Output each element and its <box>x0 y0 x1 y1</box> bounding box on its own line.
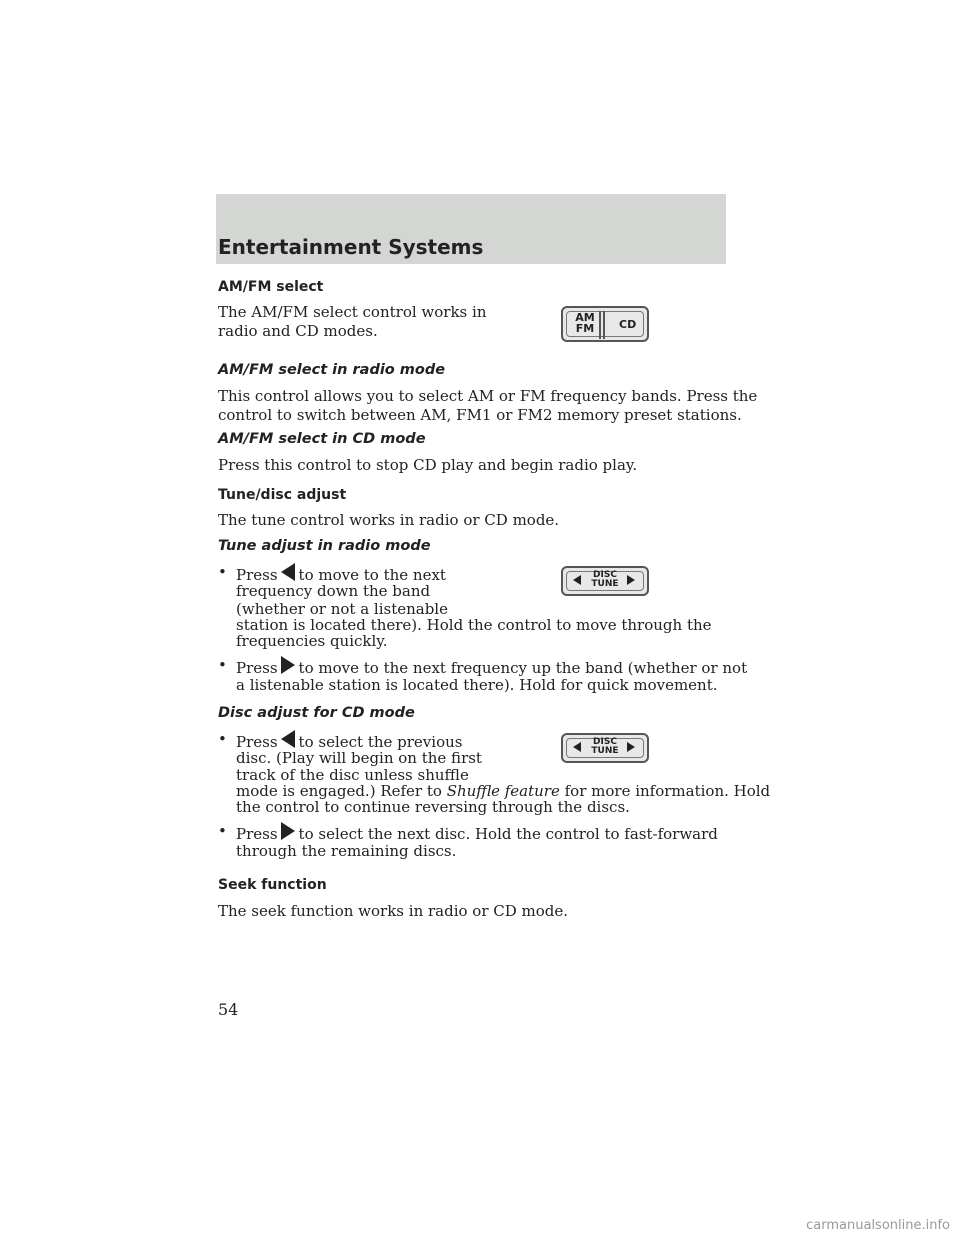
fm-label: FM <box>575 322 595 335</box>
watermark-link[interactable]: carmanualsonline.info <box>806 1218 950 1233</box>
amfm-body-line1: The AM/FM select control works in <box>218 303 487 321</box>
tune-bullet1-line5: frequencies quickly. <box>236 632 388 650</box>
disc-bullet1-line5: the control to continue reversing through the discs. <box>236 798 630 816</box>
tune-bullet1-line1: Press to move to the next <box>236 563 446 585</box>
amfm-body-line2: radio and CD modes. <box>218 322 378 340</box>
tune-bullet1-line3: (whether or not a listenable <box>236 600 448 618</box>
disc-label: DISC <box>593 737 617 747</box>
left-arrow-icon <box>573 575 581 585</box>
bullet: • <box>218 730 227 748</box>
heading-amfm-cd-mode: AM/FM select in CD mode <box>218 431 426 447</box>
right-arrow-icon <box>281 822 295 840</box>
disc-bullet2-line1: Press to select the next disc. Hold the control to fast-forward <box>236 822 718 844</box>
cd-label: CD <box>619 318 637 331</box>
disc-bullet1-line3: track of the disc unless shuffle <box>236 766 469 784</box>
heading-disc-adjust-cd-mode: Disc adjust for CD mode <box>218 705 415 721</box>
bullet: • <box>218 656 227 674</box>
tune-label: TUNE <box>591 579 619 589</box>
section-title: Entertainment Systems <box>218 235 484 259</box>
am-label: AM <box>575 311 595 324</box>
left-arrow-icon <box>573 742 581 752</box>
left-arrow-icon <box>281 563 295 581</box>
seek-body: The seek function works in radio or CD mode. <box>218 902 569 920</box>
disc-bullet2-line2: through the remaining discs. <box>236 842 457 860</box>
heading-tune-disc-adjust: Tune/disc adjust <box>218 487 347 503</box>
left-arrow-icon <box>281 730 295 748</box>
disc-bullet1-line2: disc. (Play will begin on the first <box>236 749 482 767</box>
tune-bullet2-line2: a listenable station is located there). Hold for quick movement. <box>236 676 718 694</box>
right-arrow-icon <box>281 656 295 674</box>
amfm-radio-body-line2: control to switch between AM, FM1 or FM2 memory preset stations. <box>218 406 742 424</box>
tune-label: TUNE <box>591 746 619 756</box>
right-arrow-icon <box>627 575 635 585</box>
heading-tune-radio-mode: Tune adjust in radio mode <box>218 538 431 554</box>
amfm-radio-body-line1: This control allows you to select AM or FM frequency bands. Press the <box>218 387 758 405</box>
disc-tune-button-illustration <box>561 566 649 596</box>
disc-label: DISC <box>593 570 617 580</box>
tune-bullet2-line1: Press to move to the next frequency up the band (whether or not <box>236 656 747 678</box>
disc-tune-button-illustration <box>561 733 649 763</box>
tune-disc-body: The tune control works in radio or CD mode. <box>218 511 560 529</box>
disc-bullet1-line4: mode is engaged.) Refer to Shuffle feature for more information. Hold <box>236 782 771 800</box>
bullet: • <box>218 822 227 840</box>
heading-seek-function: Seek function <box>218 877 327 893</box>
heading-amfm-radio-mode: AM/FM select in radio mode <box>218 362 446 378</box>
bullet: • <box>218 563 227 581</box>
shuffle-feature-reference: Shuffle feature <box>446 782 560 800</box>
tune-bullet1-line4: station is located there). Hold the control to move through the <box>236 616 712 634</box>
disc-bullet1-line1: Press to select the previous <box>236 730 462 752</box>
right-arrow-icon <box>627 742 635 752</box>
amfm-cd-button-illustration <box>561 306 649 342</box>
page-number: 54 <box>218 1000 239 1019</box>
heading-amfm-select: AM/FM select <box>218 279 324 295</box>
tune-bullet1-line2: frequency down the band <box>236 582 431 600</box>
amfm-cd-body: Press this control to stop CD play and begin radio play. <box>218 456 638 474</box>
